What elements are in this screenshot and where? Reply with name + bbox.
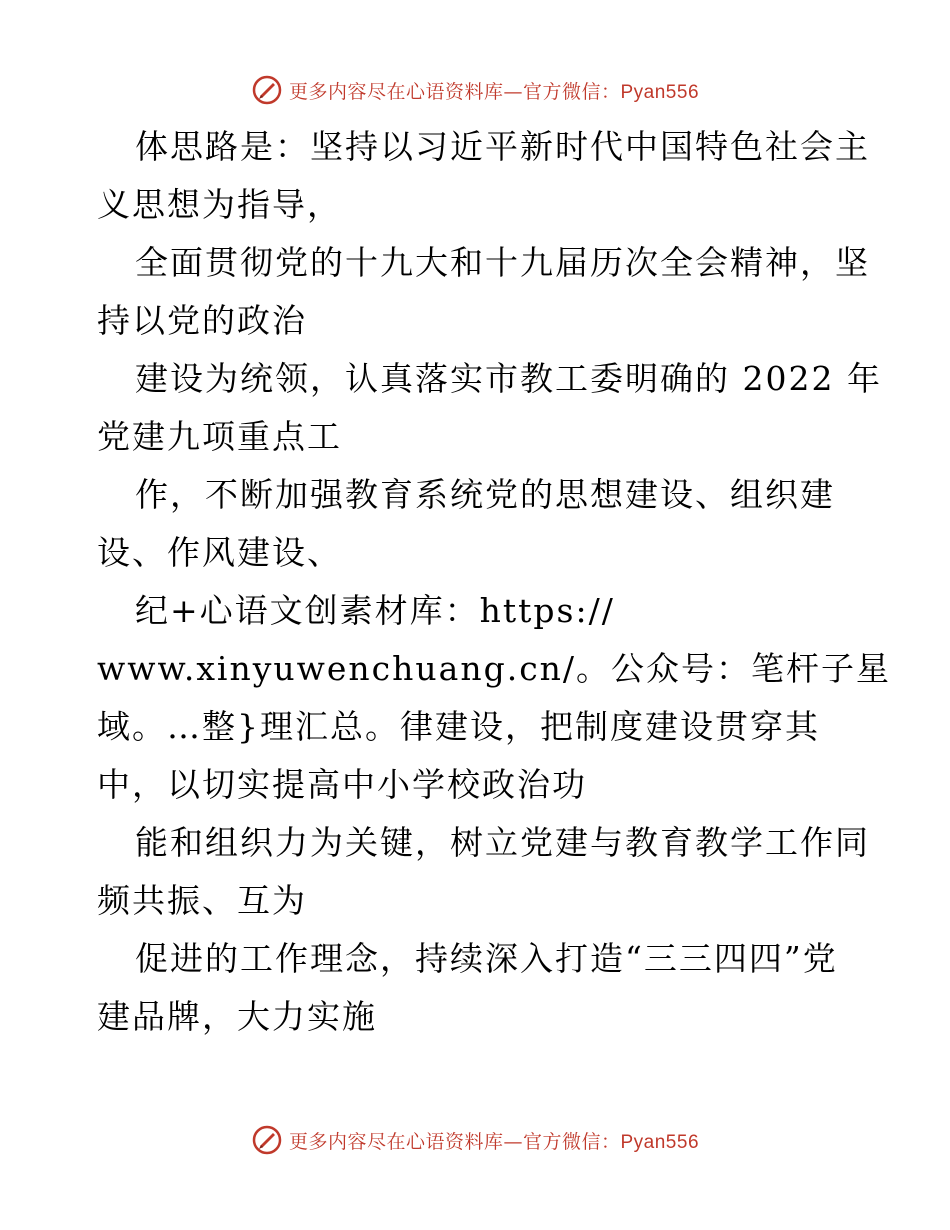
text-line: 全面贯彻党的十九大和十九届历次全会精神，坚 — [135, 243, 870, 282]
text-line: 建品牌，大力实施 — [97, 997, 377, 1036]
text-line: 中，以切实提高中小学校政治功 — [97, 765, 587, 804]
quill-logo-icon — [251, 1124, 283, 1156]
text-line: 体思路是：坚持以习近平新时代中国特色社会主 — [135, 127, 870, 166]
text-line: www.xinyuwenchuang.cn/。公众号：笔杆子星 — [97, 649, 892, 688]
text-line: 能和组织力为关键，树立党建与教育教学工作同 — [135, 823, 870, 862]
text-line: 义思想为指导， — [97, 185, 342, 224]
header-watermark — [0, 70, 950, 110]
watermark-text: 更多内容尽在心语资料库—官方微信：Pyan556 — [288, 1130, 700, 1153]
text-line: 持以党的政治 — [97, 301, 307, 340]
text-line: 设、作风建设、 — [97, 533, 342, 572]
quill-logo-icon — [251, 74, 283, 106]
body-text — [97, 118, 892, 1046]
text-line: 频共振、互为 — [97, 881, 307, 920]
watermark-text: 更多内容尽在心语资料库—官方微信：Pyan556 — [288, 80, 700, 103]
text-line: 建设为统领，认真落实市教工委明确的 2022 年 — [135, 359, 882, 398]
text-line: 促进的工作理念，持续深入打造“三三四四”党 — [135, 939, 838, 978]
text-line: 作，不断加强教育系统党的思想建设、组织建 — [135, 475, 835, 514]
text-line: 党建九项重点工 — [97, 417, 342, 456]
watermark-wechat-id: Pyan556 — [620, 1131, 700, 1153]
footer-watermark — [0, 1120, 950, 1160]
text-line: 域。…整}理汇总。律建设，把制度建设贯穿其 — [97, 707, 820, 746]
text-line: 纪+心语文创素材库：https:// — [135, 591, 615, 630]
watermark-wechat-id: Pyan556 — [620, 81, 700, 103]
